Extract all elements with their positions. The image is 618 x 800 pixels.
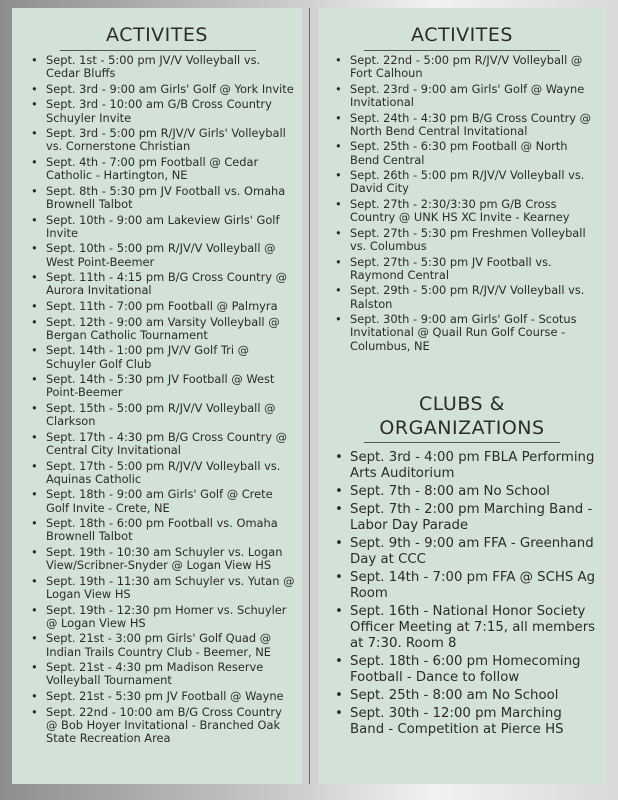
list-item: • Sept. 3rd - 4:00 pm FBLA Performing Arts Auditorium bbox=[328, 450, 600, 482]
list-item: • Sept. 27th - 2:30/3:30 pm G/B Cross Country @ UNK HS XC Invite - Kearney bbox=[328, 198, 600, 224]
list-item: • Sept. 21st - 5:30 pm JV Football @ Wayne bbox=[24, 690, 296, 703]
list-item: • Sept. 3rd - 5:00 pm R/JV/V Girls' Volleyball vs. Cornerstone Christian bbox=[24, 127, 296, 153]
list-item: • Sept. 17th - 4:30 pm B/G Cross Country @ Central City Invitational bbox=[24, 431, 296, 457]
list-item: • Sept. 25th - 6:30 pm Football @ North Bend Central bbox=[328, 140, 600, 166]
left-activities-panel bbox=[12, 8, 302, 784]
list-item: • Sept. 3rd - 10:00 am G/B Cross Country Schuyler Invite bbox=[24, 98, 296, 124]
list-item: • Sept. 8th - 5:30 pm JV Football vs. Omaha Brownell Talbot bbox=[24, 185, 296, 211]
list-item: • Sept. 27th - 5:30 pm JV Football vs. Raymond Central bbox=[328, 256, 600, 282]
list-item: • Sept. 16th - National Honor Society Officer Meeting at 7:15, all members at 7:30. Room 8 bbox=[328, 604, 600, 652]
list-item: • Sept. 11th - 7:00 pm Football @ Palmyra bbox=[24, 300, 296, 313]
list-item: • Sept. 19th - 12:30 pm Homer vs. Schuyler @ Logan View HS bbox=[24, 604, 296, 630]
list-item: • Sept. 19th - 11:30 am Schuyler vs. Yutan @ Logan View HS bbox=[24, 575, 296, 601]
list-item: • Sept. 17th - 5:00 pm R/JV/V Volleyball vs. Aquinas Catholic bbox=[24, 460, 296, 486]
list-item: • Sept. 7th - 2:00 pm Marching Band - Labor Day Parade bbox=[328, 502, 600, 534]
list-item: • Sept. 21st - 4:30 pm Madison Reserve Volleyball Tournament bbox=[24, 661, 296, 687]
list-item: • Sept. 11th - 4:15 pm B/G Cross Country @ Aurora Invitational bbox=[24, 271, 296, 297]
left-heading-underline bbox=[60, 50, 256, 51]
list-item: • Sept. 30th - 12:00 pm Marching Band - Competition at Pierce HS bbox=[328, 706, 600, 738]
right-activities-heading: ACTIVITES bbox=[411, 24, 513, 46]
list-item: • Sept. 7th - 8:00 am No School bbox=[328, 484, 600, 500]
clubs-heading-line2: ORGANIZATIONS bbox=[379, 417, 545, 439]
column-divider bbox=[309, 8, 310, 784]
list-item: • Sept. 12th - 9:00 am Varsity Volleyball @ Bergan Catholic Tournament bbox=[24, 316, 296, 342]
list-item: • Sept. 25th - 8:00 am No School bbox=[328, 688, 600, 704]
left-activities-list bbox=[24, 54, 296, 748]
list-item: • Sept. 15th - 5:00 pm R/JV/V Volleyball @ Clarkson bbox=[24, 402, 296, 428]
list-item: • Sept. 27th - 5:30 pm Freshmen Volleyball vs. Columbus bbox=[328, 227, 600, 253]
clubs-heading-underline bbox=[364, 442, 560, 443]
list-item: • Sept. 22nd - 10:00 am B/G Cross Country @ Bob Hoyer Invitational - Branched Oak State Recreation Area bbox=[24, 706, 296, 746]
right-panel bbox=[318, 8, 606, 784]
list-item: • Sept. 3rd - 9:00 am Girls' Golf @ York Invite bbox=[24, 83, 296, 96]
list-item: • Sept. 14th - 1:00 pm JV/V Golf Tri @ Schuyler Golf Club bbox=[24, 344, 296, 370]
list-item: • Sept. 10th - 5:00 pm R/JV/V Volleyball @ West Point-Beemer bbox=[24, 242, 296, 268]
right-activities-list bbox=[328, 54, 600, 355]
right-heading-underline bbox=[364, 50, 560, 51]
list-item: • Sept. 21st - 3:00 pm Girls' Golf Quad @ Indian Trails Country Club - Beemer, NE bbox=[24, 632, 296, 658]
list-item: • Sept. 9th - 9:00 am FFA - Greenhand Day at CCC bbox=[328, 536, 600, 568]
list-item: • Sept. 4th - 7:00 pm Football @ Cedar Catholic - Hartington, NE bbox=[24, 156, 296, 182]
clubs-heading-line1: CLUBS & bbox=[419, 393, 505, 415]
list-item: • Sept. 29th - 5:00 pm R/JV/V Volleyball vs. Ralston bbox=[328, 284, 600, 310]
list-item: • Sept. 18th - 9:00 am Girls' Golf @ Crete Golf Invite - Crete, NE bbox=[24, 488, 296, 514]
left-activities-heading: ACTIVITES bbox=[106, 24, 208, 46]
list-item: • Sept. 18th - 6:00 pm Football vs. Omaha Brownell Talbot bbox=[24, 517, 296, 543]
list-item: • Sept. 24th - 4:30 pm B/G Cross Country @ North Bend Central Invitational bbox=[328, 112, 600, 138]
list-item: • Sept. 26th - 5:00 pm R/JV/V Volleyball vs. David City bbox=[328, 169, 600, 195]
list-item: • Sept. 30th - 9:00 am Girls' Golf - Scotus Invitational @ Quail Run Golf Course - Columbus, NE bbox=[328, 313, 600, 353]
list-item: • Sept. 19th - 10:30 am Schuyler vs. Logan View/Scribner-Snyder @ Logan View HS bbox=[24, 546, 296, 572]
list-item: • Sept. 10th - 9:00 am Lakeview Girls' Golf Invite bbox=[24, 214, 296, 240]
clubs-list bbox=[328, 450, 600, 740]
list-item: • Sept. 14th - 7:00 pm FFA @ SCHS Ag Room bbox=[328, 570, 600, 602]
list-item: • Sept. 1st - 5:00 pm JV/V Volleyball vs. Cedar Bluffs bbox=[24, 54, 296, 80]
list-item: • Sept. 22nd - 5:00 pm R/JV/V Volleyball @ Fort Calhoun bbox=[328, 54, 600, 80]
list-item: • Sept. 14th - 5:30 pm JV Football @ West Point-Beemer bbox=[24, 373, 296, 399]
list-item: • Sept. 18th - 6:00 pm Homecoming Football - Dance to follow bbox=[328, 654, 600, 686]
list-item: • Sept. 23rd - 9:00 am Girls' Golf @ Wayne Invitational bbox=[328, 83, 600, 109]
